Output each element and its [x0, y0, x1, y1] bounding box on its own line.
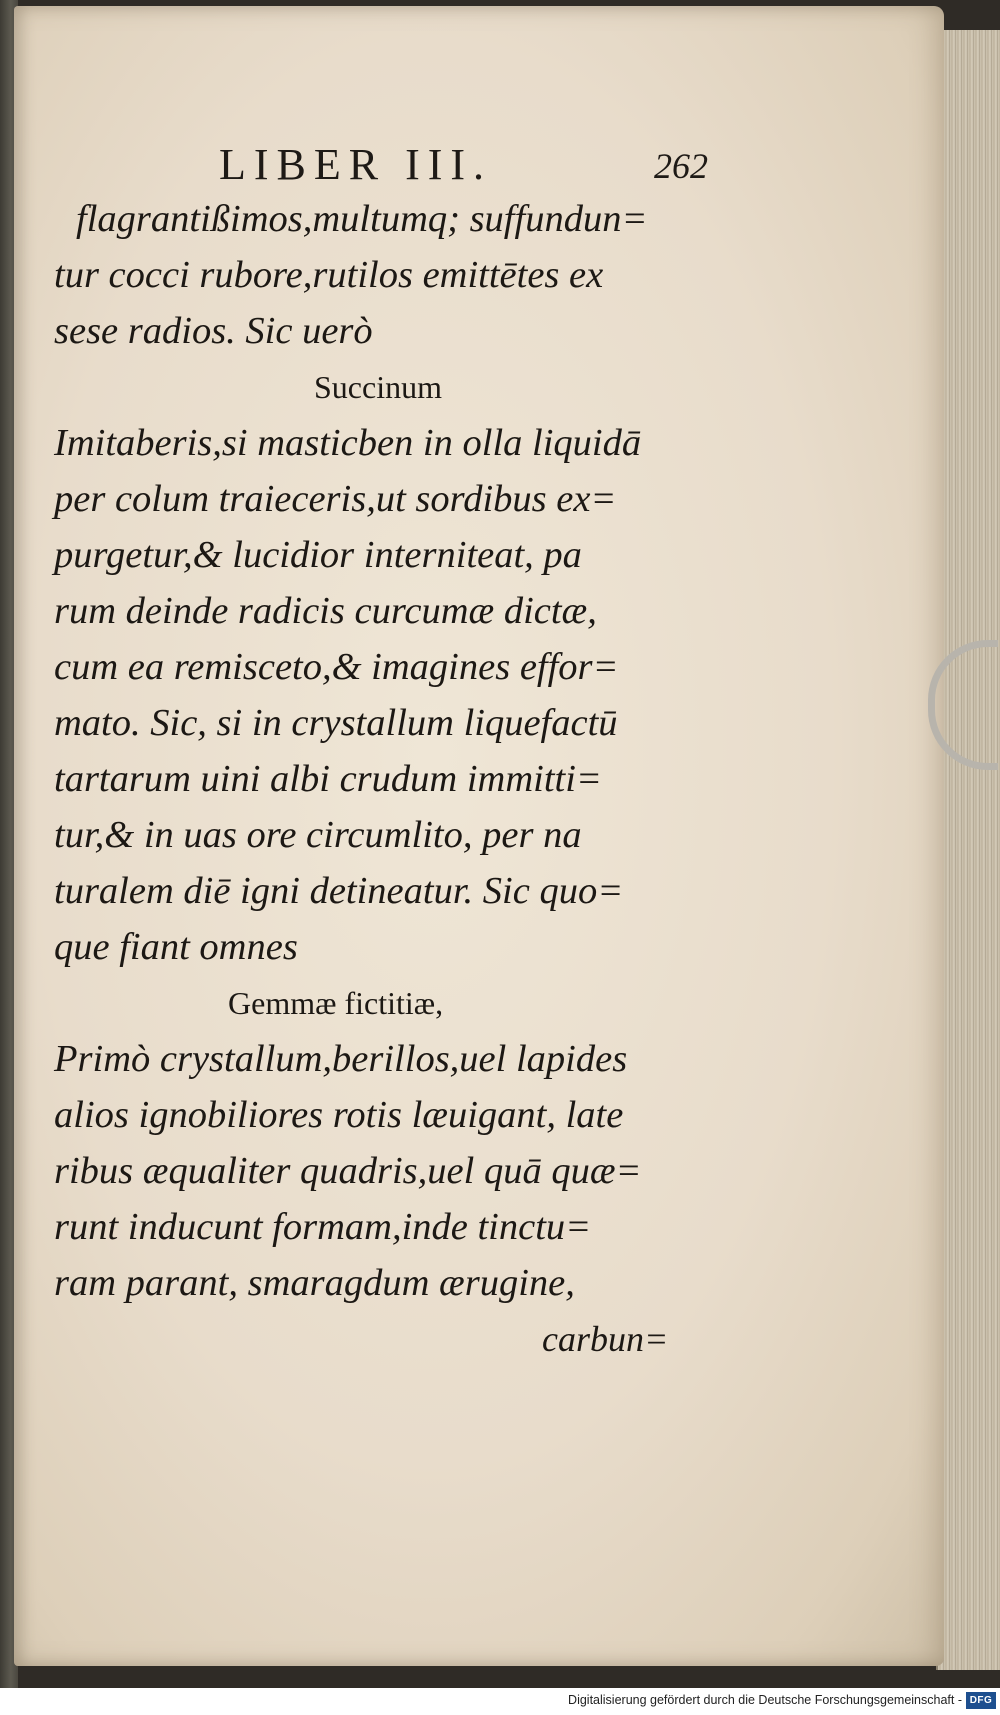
- catchword: carbun=: [542, 1319, 669, 1359]
- text-line: tartarum uini albi crudum immitti=: [54, 758, 602, 800]
- text-line: rum deinde radicis curcumæ dictæ,: [54, 590, 597, 632]
- text-line: alios ignobiliores rotis læuigant, late: [54, 1094, 624, 1136]
- text-line: purgetur,& lucidior interniteat, pa: [54, 534, 582, 576]
- book-page: [14, 6, 944, 1666]
- digitization-footer: [0, 1688, 1000, 1715]
- page-number: 262: [654, 146, 708, 186]
- running-head: LIBER III.: [219, 140, 493, 189]
- text-line: sese radios. Sic uerò: [54, 310, 373, 352]
- text-line: cum ea remisceto,& imagines effor=: [54, 646, 619, 688]
- text-line: Primò crystallum,berillos,uel lapides: [54, 1038, 628, 1080]
- book-fore-edge: [936, 30, 1000, 1670]
- text-line: turalem diē igni detineatur. Sic quo=: [54, 870, 624, 912]
- dfg-logo: DFG: [966, 1692, 996, 1709]
- text-line: tur,& in uas ore circumlito, per na: [54, 814, 582, 856]
- text-block: [54, 191, 744, 1367]
- text-line: ram parant, smaragdum ærugine,: [54, 1262, 575, 1304]
- section-heading: Gemmæ fictitiæ,: [228, 985, 444, 1021]
- section-heading: Succinum: [314, 369, 442, 405]
- text-line: runt inducunt formam,inde tinctu=: [54, 1206, 592, 1248]
- funding-credit: Digitalisierung gefördert durch die Deutsche Forschungsgemeinschaft -: [568, 1693, 962, 1707]
- page-header: [14, 139, 944, 199]
- text-line: mato. Sic, si in crystallum liquefactū: [54, 702, 618, 744]
- text-line: flagrantißimos,multumq; suffundun=: [76, 198, 648, 240]
- text-line: tur cocci rubore,rutilos emittētes ex: [54, 254, 604, 296]
- text-line: Imitaberis,si masticben in olla liquidā: [54, 422, 642, 464]
- text-line: que fiant omnes: [54, 926, 298, 968]
- text-line: ribus æqualiter quadris,uel quā quæ=: [54, 1150, 642, 1192]
- text-line: per colum traieceris,ut sordibus ex=: [54, 478, 617, 520]
